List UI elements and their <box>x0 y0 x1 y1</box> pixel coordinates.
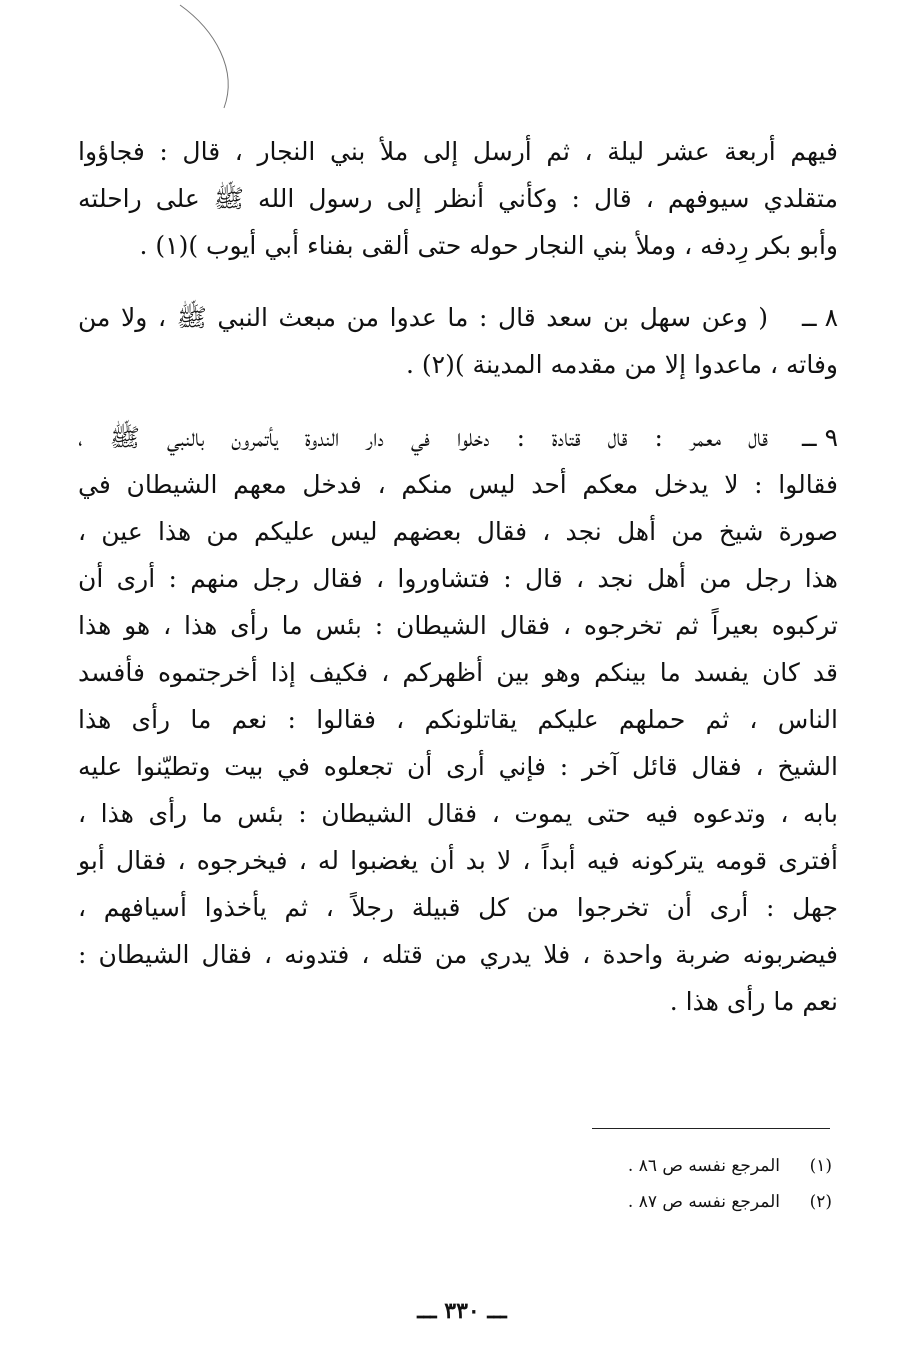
text-line: فقالوا : لا يدخل معكم أحد ليس منكم ، فدخل معهم الشيطان في <box>78 470 838 499</box>
text-line: متقلدي سيوفهم ، قال : وكأني أنظر إلى رسول الله ﷺ على راحلته <box>78 184 838 213</box>
footnote-text: المرجع نفسه ص ٨٦ . <box>627 1156 780 1176</box>
text-line: الناس ، ثم حملهم عليكم يقاتلونكم ، فقالوا : نعم ما رأى هذا <box>78 705 838 734</box>
text-line: صورة شيخ من أهل نجد ، فقال بعضهم ليس عليكم من هذا عين ، <box>78 517 838 546</box>
text-line: قد كان يفسد ما بينكم وهو بين أظهركم ، فكيف إذا أخرجتموه فأفسد <box>78 658 838 687</box>
text-line: هذا رجل من أهل نجد ، قال : فتشاوروا ، فقال رجل منهم : أرى أن <box>78 564 838 593</box>
text-line: تركبوه بعيراً ثم تخرجوه ، فقال الشيطان : بئس ما رأى هذا ، هو هذا <box>78 611 838 640</box>
paragraph-8 <box>78 294 838 388</box>
text-line: وفاته ، ماعدوا إلا من مقدمه المدينة )(٢) . <box>406 350 838 379</box>
text-line: بابه ، وتدعوه فيه حتى يموت ، فقال الشيطان : بئس ما رأى هذا ، <box>78 799 838 828</box>
footnote-mark: (٢) <box>809 1192 832 1212</box>
text-line: قال معمر : قال قتادة : دخلوا في دار الندوة يأتمرون بالنبي ﷺ ، <box>78 423 768 452</box>
footnote-item <box>432 1148 832 1184</box>
paragraph-number: ٩ ــ <box>801 423 838 452</box>
footnote-item <box>432 1184 832 1220</box>
text-line: نعم ما رأى هذا . <box>669 987 838 1016</box>
paragraph-continuation <box>78 128 838 269</box>
text-line: وأبو بكر رِدفه ، وملأ بني النجار حوله حتى ألقى بفناء أبي أيوب )(١) . <box>139 231 838 260</box>
footnote-separator <box>592 1128 830 1129</box>
text-line: فيضربونه ضربة واحدة ، فلا يدري من قتله ، فتدونه ، فقال الشيطان : <box>78 940 838 969</box>
page-number: ـــ ٣٣٠ ـــ <box>417 1298 507 1324</box>
footnotes <box>432 1148 832 1220</box>
text-line: الشيخ ، فقال قائل آخر : فإني أرى أن تجعلوه في بيت وتطيّنوا عليه <box>78 752 838 781</box>
text-line: جهل : أرى أن تخرجوا من كل قبيلة رجلاً ، ثم يأخذوا أسيافهم ، <box>78 893 838 922</box>
text-line: ( وعن سهل بن سعد قال : ما عدوا من مبعث النبي ﷺ ، ولا من <box>78 303 768 332</box>
text-line: أفترى قومه يتركونه فيه أبداً ، لا بد أن يغضبوا له ، فيخرجوه ، فقال أبو <box>78 846 838 875</box>
footnote-mark: (١) <box>809 1156 832 1176</box>
footnote-text: المرجع نفسه ص ٨٧ . <box>627 1192 780 1212</box>
scan-artifact-curve <box>0 0 924 140</box>
text-line: فيهم أربعة عشر ليلة ، ثم أرسل إلى ملأ بني النجار ، قال : فجاؤوا <box>78 137 838 166</box>
paragraph-9 <box>78 414 838 1025</box>
paragraph-number: ٨ ــ <box>801 303 838 332</box>
